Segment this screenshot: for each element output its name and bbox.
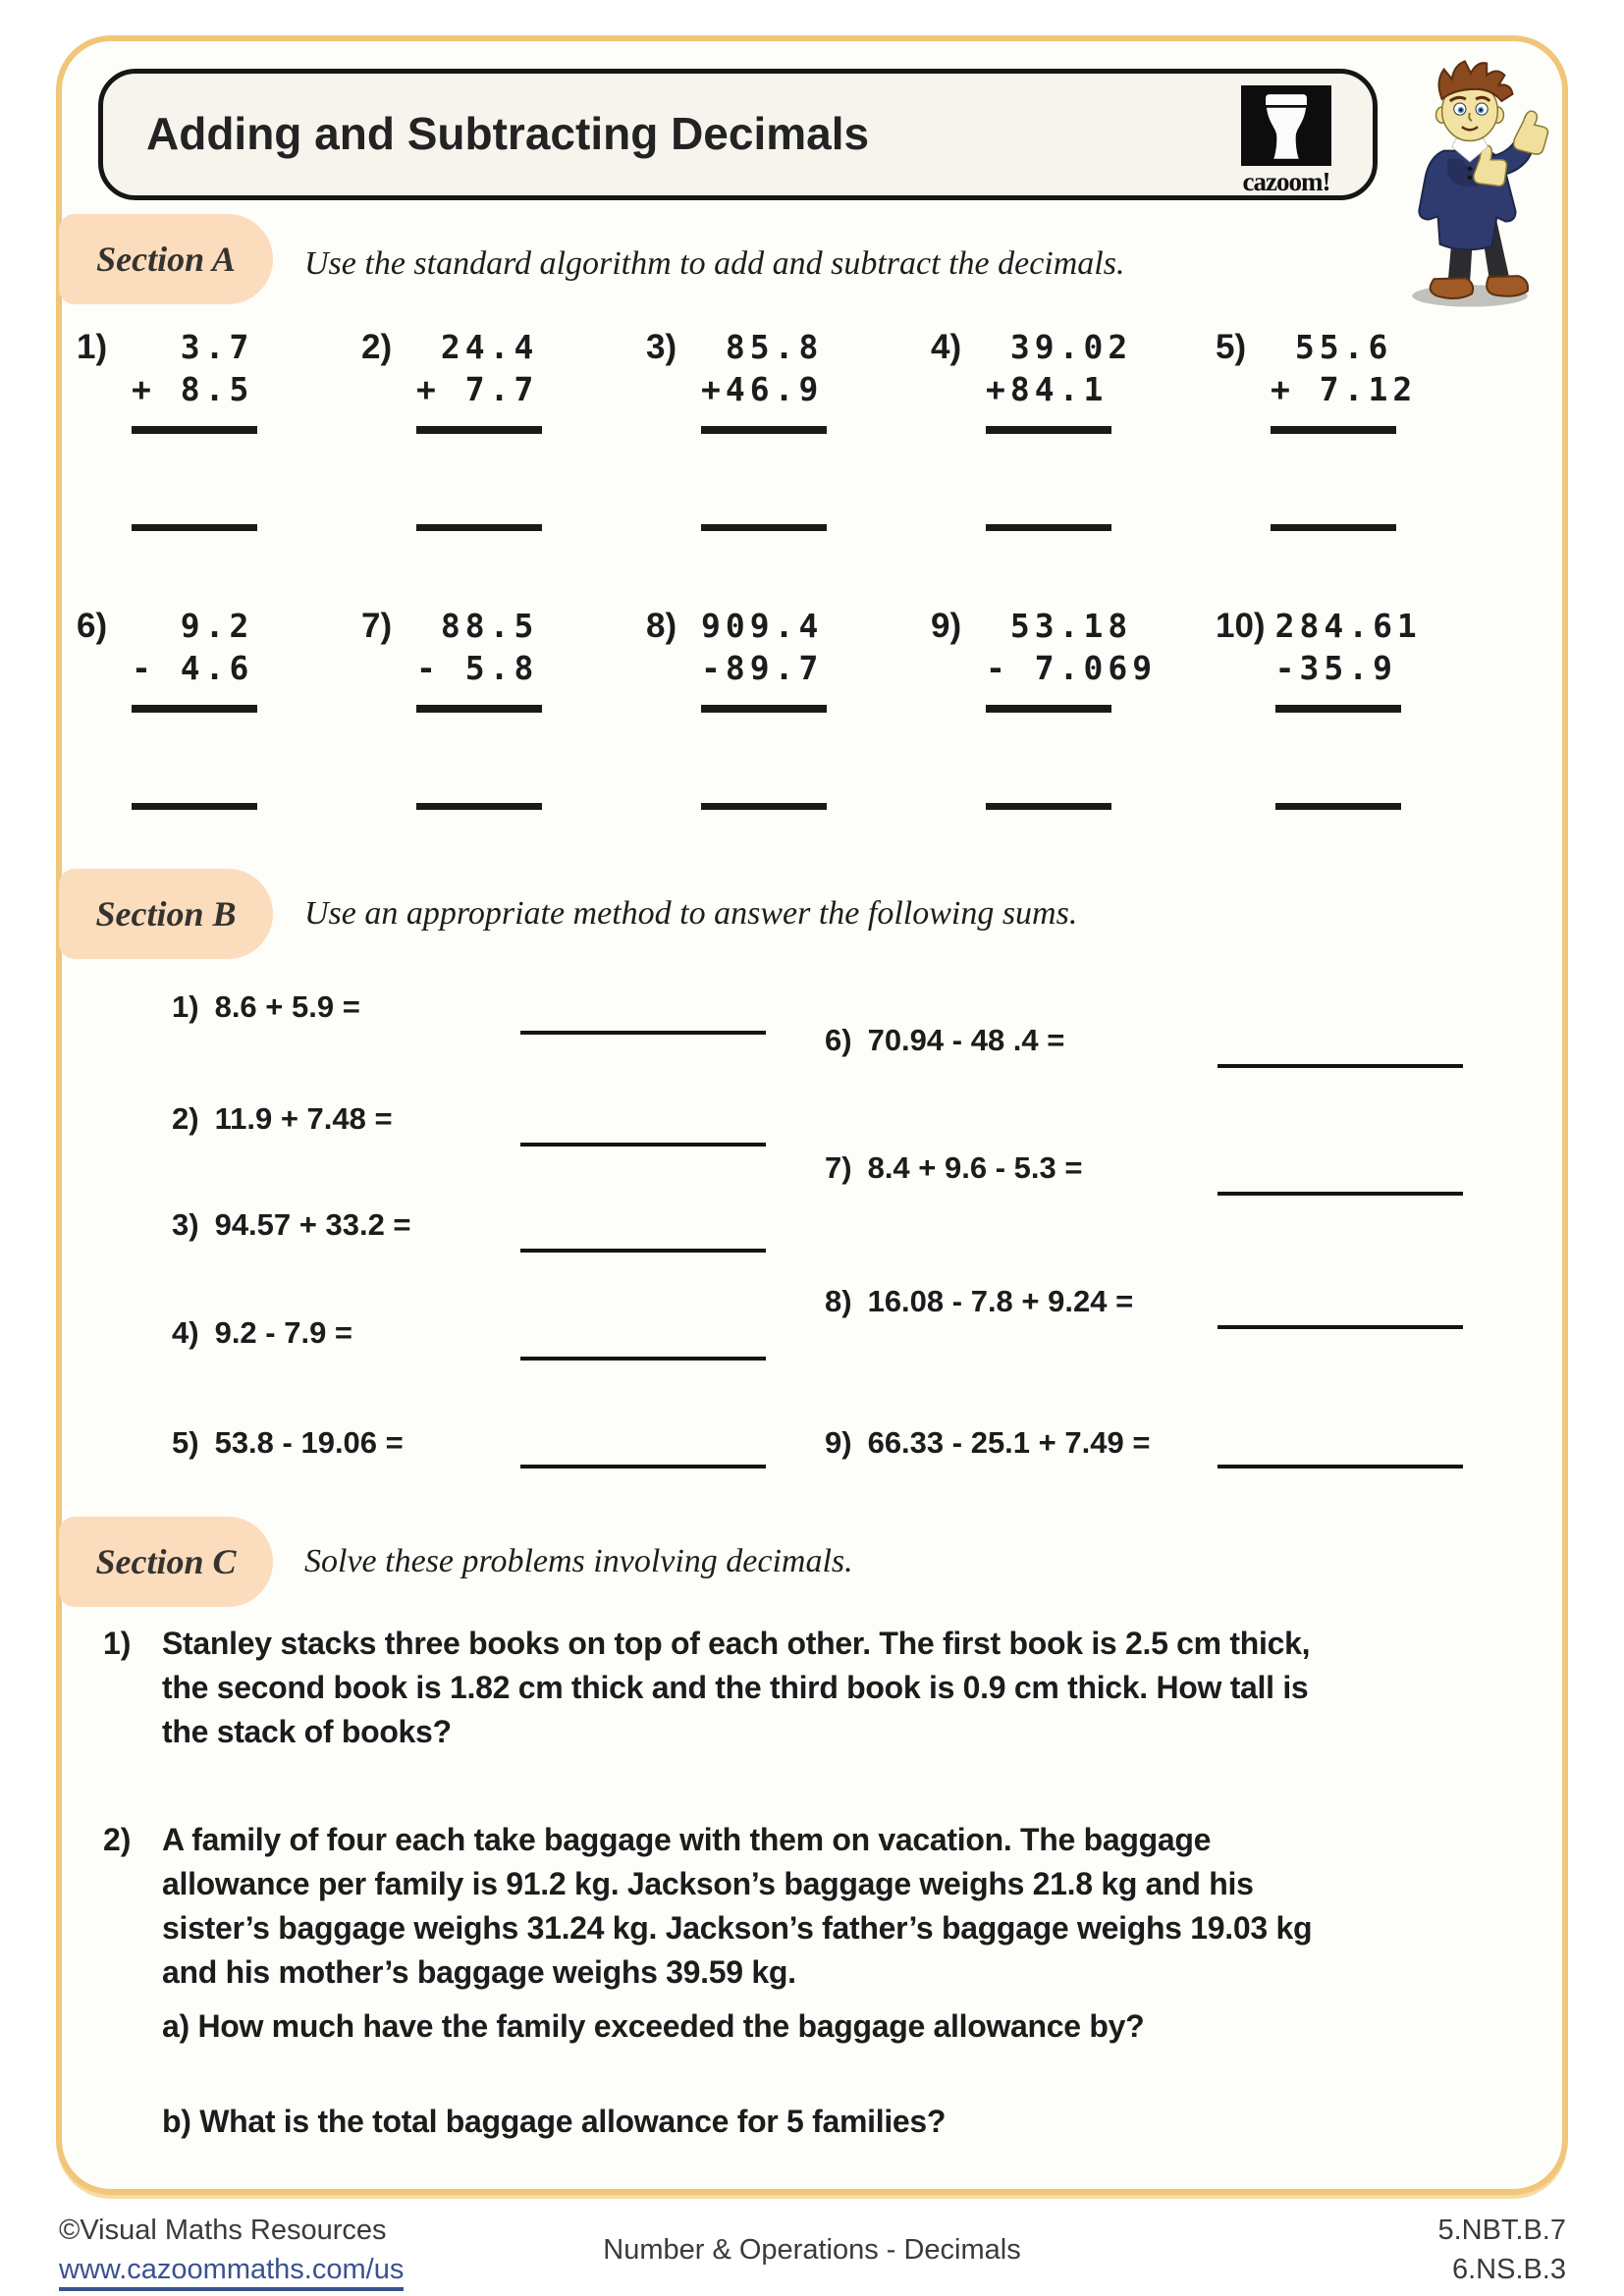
- sum-rule: [1275, 705, 1401, 713]
- answer-blank[interactable]: [1218, 1064, 1463, 1068]
- footer-topic: Number & Operations - Decimals: [603, 2234, 1021, 2266]
- website-link[interactable]: www.cazoommaths.com/us: [59, 2254, 404, 2291]
- sum-rule: [986, 705, 1111, 713]
- sum-rule: [1271, 426, 1396, 434]
- section-a-row-2: [77, 605, 1500, 810]
- section-a-row-1: [77, 326, 1500, 531]
- answer-blank[interactable]: [701, 803, 827, 810]
- answer-blank[interactable]: [520, 1031, 766, 1035]
- column-problem-3: 3) 85.8 +46.9: [646, 326, 931, 531]
- section-a-instruction: Use the standard algorithm to add and subtract the decimals.: [304, 245, 1125, 282]
- sum-rule: [132, 705, 257, 713]
- column-problem-8: 8) 909.4 -89.7: [646, 605, 931, 810]
- sum-problem-9: 9) 66.33 - 25.1 + 7.49 =: [825, 1425, 1151, 1460]
- footer-left: [59, 2215, 404, 2291]
- column-problem-5: 5) 55.6 + 7.12: [1216, 326, 1500, 531]
- answer-blank[interactable]: [1218, 1325, 1463, 1329]
- column-problem-2: 2) 24.4 + 7.7: [361, 326, 646, 531]
- title-box: [98, 69, 1378, 200]
- sum-rule: [416, 426, 542, 434]
- footer-standards: [1437, 2211, 1566, 2289]
- column-problem-1: 1) 3.7 + 8.5: [77, 326, 361, 531]
- column-problem-4: 4) 39.02 +84.1: [931, 326, 1216, 531]
- column-problem-10: 10) 284.61 -35.9: [1216, 605, 1500, 810]
- sum-problem-4: 4) 9.2 - 7.9 =: [172, 1315, 353, 1350]
- sum-rule: [986, 426, 1111, 434]
- logo-brand-text: cazoom!: [1242, 167, 1330, 196]
- sum-problem-5: 5) 53.8 - 19.06 =: [172, 1425, 404, 1460]
- standard-code-1: 5.NBT.B.7: [1437, 2215, 1566, 2246]
- answer-blank[interactable]: [1275, 803, 1401, 810]
- sum-problem-1: 1) 8.6 + 5.9 =: [172, 989, 360, 1024]
- column-problem-6: 6) 9.2 - 4.6: [77, 605, 361, 810]
- section-c-label: Section C: [59, 1517, 273, 1607]
- answer-blank[interactable]: [416, 803, 542, 810]
- sum-rule: [416, 705, 542, 713]
- answer-blank[interactable]: [132, 803, 257, 810]
- column-problem-9: 9) 53.18 - 7.069: [931, 605, 1216, 810]
- answer-blank[interactable]: [1218, 1192, 1463, 1196]
- sum-problem-3: 3) 94.57 + 33.2 =: [172, 1207, 411, 1242]
- cazoom-logo: [1227, 85, 1345, 197]
- section-c-instruction: Solve these problems involving decimals.: [304, 1543, 853, 1579]
- drum-icon: [1241, 85, 1331, 166]
- section-b-label: Section B: [59, 869, 273, 959]
- answer-blank[interactable]: [520, 1249, 766, 1253]
- answer-blank[interactable]: [986, 803, 1111, 810]
- word-problem-2a: a) How much have the family exceeded the baggage allowance by?: [162, 2008, 1145, 2044]
- mascot-boy-illustration: [1392, 57, 1551, 310]
- sum-rule: [132, 426, 257, 434]
- word-problem-2: 2) A family of four each take baggage with them on vacation. The baggage allowance per family is 91.2 kg. Jackson’s baggage weighs 21.8 kg and his sister’s baggage weighs 31.24 kg. Jackson’s father’s baggage weighs 19.03 kg and his mother’s baggage weighs 39.59 kg. a) How much have the family exceeded the baggage allowance by? b) What is the total baggage allowance for 5 families?: [103, 1818, 1537, 2144]
- page-title: Adding and Subtracting Decimals: [146, 108, 870, 159]
- copyright-text: ©Visual Maths Resources: [59, 2215, 387, 2246]
- answer-blank[interactable]: [132, 524, 257, 531]
- answer-blank[interactable]: [1271, 524, 1396, 531]
- answer-blank[interactable]: [986, 524, 1111, 531]
- answer-blank[interactable]: [701, 524, 827, 531]
- answer-blank[interactable]: [520, 1357, 766, 1361]
- answer-blank[interactable]: [416, 524, 542, 531]
- sum-problem-8: 8) 16.08 - 7.8 + 9.24 =: [825, 1284, 1134, 1318]
- sum-problem-2: 2) 11.9 + 7.48 =: [172, 1101, 393, 1136]
- section-b-instruction: Use an appropriate method to answer the following sums.: [304, 895, 1078, 932]
- column-problem-7: 7) 88.5 - 5.8: [361, 605, 646, 810]
- section-a-label: Section A: [59, 214, 273, 304]
- sum-rule: [701, 426, 827, 434]
- sum-rule: [701, 705, 827, 713]
- word-problem-2b: b) What is the total baggage allowance for 5 families?: [162, 2104, 947, 2139]
- word-problem-1: 1) Stanley stacks three books on top of each other. The first book is 2.5 cm thick, the second book is 1.82 cm thick and the third book is 0.9 cm thick. How tall is the stack of books?: [103, 1626, 1311, 1749]
- sum-problem-6: 6) 70.94 - 48 .4 =: [825, 1023, 1065, 1057]
- answer-blank[interactable]: [1218, 1465, 1463, 1468]
- answer-blank[interactable]: [520, 1465, 766, 1468]
- answer-blank[interactable]: [520, 1143, 766, 1147]
- sum-problem-7: 7) 8.4 + 9.6 - 5.3 =: [825, 1150, 1083, 1185]
- standard-code-2: 6.NS.B.3: [1451, 2254, 1566, 2285]
